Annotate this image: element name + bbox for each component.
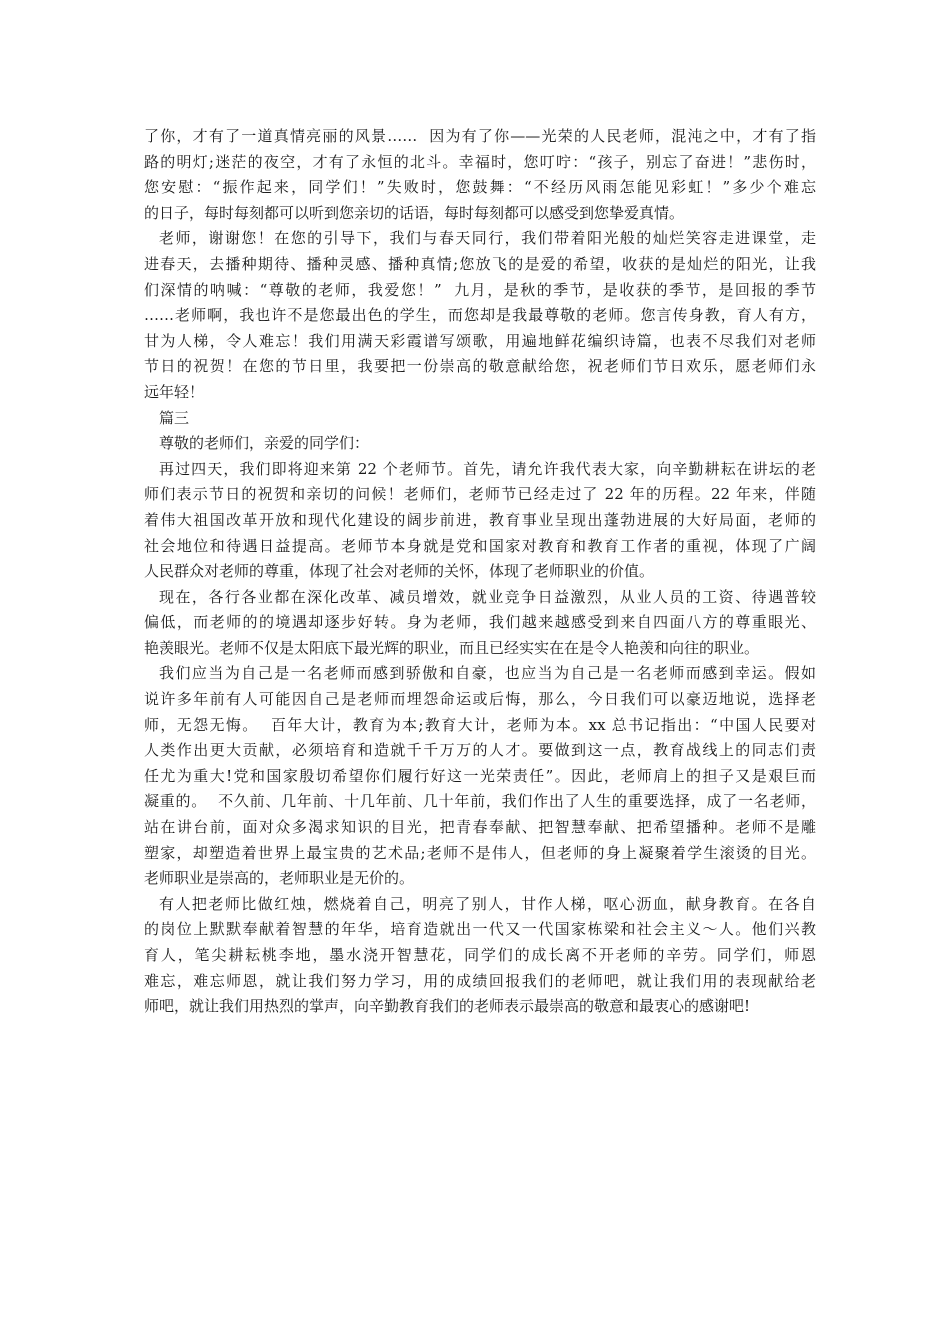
document-body xyxy=(144,124,816,1020)
text-line: 育人，笔尖耕耘桃李地，墨水浇开智慧花，同学们的成长离不开老师的辛劳。同学们，师恩 xyxy=(144,946,816,964)
text-line: 路的明灯;迷茫的夜空，才有了永恒的北斗。幸福时，您叮咛：“孩子，别忘了奋进！”悲伤时， xyxy=(144,152,816,171)
text-line: 师吧，就让我们用热烈的掌声，向辛勤教育我们的老师表示最崇高的敬意和最衷心的感谢吧! xyxy=(144,997,751,1016)
text-line: 们深情的呐喊：“尊敬的老师，我爱您！” 九月，是秋的季节，是收获的季节，是回报的季节 xyxy=(144,280,816,299)
text-line: 有人把老师比做红烛，燃烧着自己，明亮了别人，甘作人梯，呕心沥血，献身教育。在各自 xyxy=(159,894,816,913)
text-line: 说许多年前有人可能因自己是老师而埋怨命运或后悔，那么，今日我们可以豪迈地说，选择老 xyxy=(144,690,816,709)
text-line: 进春天，去播种期待、播种灵感、播种真情;您放飞的是爱的希望，收获的是灿烂的阳光，让我 xyxy=(144,254,816,273)
text-line: 师，无怨无悔。 百年大计，教育为本;教育大计，老师为本。xx 总书记指出：“中国人民要对 xyxy=(144,715,816,734)
text-line: 我们应当为自己是一名老师而感到骄傲和自豪，也应当为自己是一名老师而感到幸运。假如 xyxy=(159,664,816,683)
text-line: 的岗位上默默奉献着智慧的年华，培育造就出一代又一代国家栋梁和社会主义～人。他们兴教 xyxy=(144,920,816,939)
text-line: 人民群众对老师的尊重，体现了社会对老师的关怀，体现了老师职业的价值。 xyxy=(144,562,655,581)
text-line: 的日子，每时每刻都可以听到您亲切的话语，每时每刻都可以感受到您挚爱真情。 xyxy=(144,203,685,222)
text-line: 人类作出更大贡献，必须培育和造就千千万万的人才。要做到这一点，教育战线上的同志们责 xyxy=(144,741,816,760)
text-line: 站在讲台前，面对众多渴求知识的目光，把青春奉献、把智慧奉献、把希望播种。老师不是雕 xyxy=(144,818,816,837)
text-line: 您安慰：“振作起来，同学们！”失败时，您鼓舞：“不经历风雨怎能见彩虹！”多少个难忘 xyxy=(144,178,816,197)
section-heading: 篇三 xyxy=(159,408,190,427)
text-line: 老师，谢谢您！在您的引导下，我们与春天同行，我们带着阳光般的灿烂笑容走进课堂，走 xyxy=(159,229,816,248)
text-line: 远年轻！ xyxy=(144,382,205,401)
text-line: 任尤为重大!党和国家殷切希望你们履行好这一光荣责任”。因此，老师肩上的担子又是艰巨而 xyxy=(144,766,816,785)
text-line: 现在，各行各业都在深化改革、减员增效，就业竞争日益激烈，从业人员的工资、待遇普较 xyxy=(159,587,816,606)
text-line: 老师职业是崇高的，老师职业是无价的。 xyxy=(144,869,415,888)
text-line: 难忘，难忘师恩，就让我们努力学习，用的成绩回报我们的老师吧，就让我们用的表现献给老 xyxy=(144,971,816,990)
salutation: 尊敬的老师们，亲爱的同学们： xyxy=(159,434,370,453)
text-line: 着伟大祖国改革开放和现代化建设的阔步前进，教育事业呈现出蓬勃进展的大好局面，老师的 xyxy=(144,510,816,529)
text-line: 了你，才有了一道真情亮丽的风景…… 因为有了你——光荣的人民老师，混沌之中，才有了指 xyxy=(144,127,816,145)
text-line: ……老师啊，我也许不是您最出色的学生，而您却是我最尊敬的老师。您言传身教，育人有方， xyxy=(144,306,816,325)
text-line: 社会地位和待遇日益提高。老师节本身就是党和国家对教育和教育工作者的重视，体现了广阔 xyxy=(144,536,816,555)
text-line: 节日的祝贺！在您的节日里，我要把一份崇高的敬意献给您，祝老师们节日欢乐，愿老师们永 xyxy=(144,357,816,376)
text-line: 凝重的。 不久前、几年前、十几年前、几十年前，我们作出了人生的重要选择，成了一名老师， xyxy=(144,792,816,811)
text-line: 艳羡眼光。老师不仅是太阳底下最光辉的职业，而且已经实实在在是令人艳羡和向往的职业。 xyxy=(144,638,760,657)
text-line: 师们表示节日的祝贺和亲切的问候！老师们，老师节已经走过了 22 年的历程。22 年来，伴随 xyxy=(144,485,816,504)
text-line: 偏低，而老师的的境遇却逐步好转。身为老师，我们越来越感受到来自四面八方的尊重眼光、 xyxy=(144,613,816,632)
text-line: 再过四天，我们即将迎来第 22 个老师节。首先，请允许我代表大家，向辛勤耕耘在讲坛的老 xyxy=(159,459,816,478)
text-line: 塑家，却塑造着世界上最宝贵的艺术品;老师不是伟人，但老师的身上凝聚着学生滚烫的目光。 xyxy=(144,843,816,862)
text-line: 甘为人梯，令人难忘！我们用满天彩霞谱写颂歌，用遍地鲜花编织诗篇，也表不尽我们对老师 xyxy=(144,331,816,350)
